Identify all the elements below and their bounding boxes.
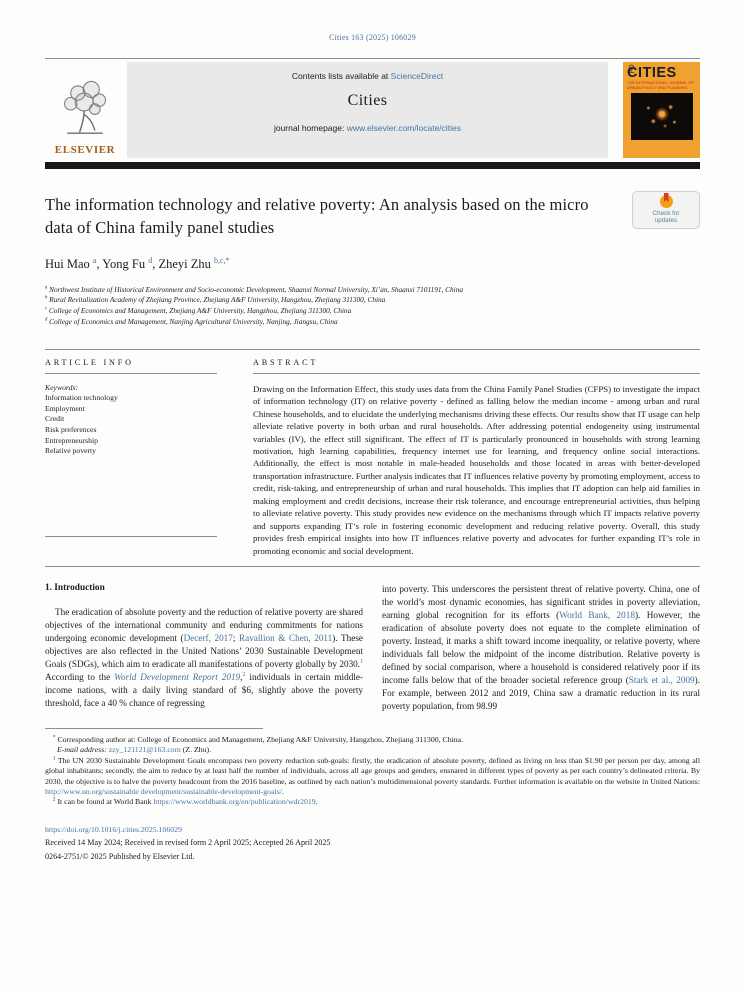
article-info-rule xyxy=(45,373,217,374)
text-segment: The eradication of absolute poverty and the reduction of relative poverty are shared objectives of the international community and enduring commitments for nations undergoing economic development ( xyxy=(45,607,363,644)
text-segment: Hui Mao xyxy=(45,256,93,271)
running-head-citation[interactable]: Cities 163 (2025) 106029 xyxy=(329,33,416,42)
keyword: Entrepreneurship xyxy=(45,435,98,445)
text-segment: College of Economics and Management, Nanjing Agricultural University, Nanjing, Jiangsu, China xyxy=(47,316,338,326)
footnote-2 xyxy=(45,797,700,807)
contents-line-text: Contents lists available at xyxy=(291,71,391,81)
text-segment: College of Economics and Management, Zhejiang A&F University, Hangzhou, Zhejiang 311300, China xyxy=(47,306,352,316)
cover-title: CITIES xyxy=(627,65,677,81)
footnote-ref[interactable]: a xyxy=(92,255,97,265)
journal-banner xyxy=(127,62,608,158)
abstract-rule xyxy=(253,373,700,374)
keyword: Credit xyxy=(45,414,65,424)
text-segment: The UN 2030 Sustainable Development Goals encompass two poverty reduction sub-goals: firstly, the eradication of absolute poverty, defined as living on less than $1.90 per person per day, among all global inhabitants; secondly, the aim to reduce by at least half the number of individuals, across all age groups and genders, ensnared in different types of poverty as per each country’s delineated criteria. By 2030, the objective is to halve the poverty headcount from the 2016 baseline, as outlined by each nation’s multidimensional poverty standards. Further information is available on the website in United Nations: xyxy=(45,755,700,786)
header-black-bar xyxy=(45,162,700,169)
text-segment: * xyxy=(53,735,56,741)
footnote-rule xyxy=(45,728,263,729)
text-segment: Rural Revitalization Academy of Zhejiang Province, Zhejiang A&F University, Hangzhou, Zhejiang 311300, China xyxy=(47,295,386,305)
text-segment: ). For example, between 2012 and 2019, China saw a dramatic reduction in its rural poverty population, from 98.99 xyxy=(382,675,700,712)
article-info-bottom-rule xyxy=(45,536,217,537)
footnote-ref[interactable]: b,c,* xyxy=(214,255,230,265)
inline-link[interactable]: Decerf, 2017 xyxy=(183,633,233,644)
footnote-1 xyxy=(45,756,700,798)
text-segment: E-mail address: xyxy=(57,745,109,755)
elsevier-logo xyxy=(45,62,125,158)
inline-link[interactable]: Stark et al., 2009 xyxy=(628,675,695,686)
homepage-line-text: journal homepage: xyxy=(273,123,347,133)
affiliation-d xyxy=(45,317,700,328)
journal-name: Cities xyxy=(347,92,388,109)
body-column-left xyxy=(45,582,363,713)
affiliation-b xyxy=(45,295,700,306)
body-column-right xyxy=(382,582,700,713)
footnotes xyxy=(45,735,700,808)
text-segment: , Zheyi Zhu xyxy=(152,256,215,271)
email-note xyxy=(45,745,700,755)
elsevier-tree-icon xyxy=(56,77,114,143)
text-segment: d xyxy=(45,317,48,323)
abstract-heading: ABSTRACT xyxy=(253,357,319,367)
info-section-bottom-rule xyxy=(45,566,700,567)
affiliations xyxy=(45,285,700,328)
article-info-column xyxy=(45,358,217,557)
inline-link[interactable]: World Bank, 2018 xyxy=(559,610,635,621)
journal-homepage-link[interactable]: www.elsevier.com/locate/cities xyxy=(346,123,462,133)
article-history: Received 14 May 2024; Received in revised form 2 April 2025; Accepted 26 April 2025 xyxy=(45,837,331,847)
keyword: Risk preferences xyxy=(45,425,97,435)
author-line xyxy=(45,257,700,272)
text-segment: It can be found at World Bank xyxy=(55,797,154,807)
inline-link[interactable]: zzy_121121@163.com xyxy=(108,745,181,755)
header-top-rule xyxy=(45,58,700,59)
text-segment: . xyxy=(315,797,318,807)
article-info-section xyxy=(45,350,700,557)
journal-cover-thumbnail xyxy=(623,62,700,158)
introduction-section xyxy=(45,582,700,713)
homepage-line xyxy=(127,123,608,133)
intro-paragraph-right xyxy=(382,583,700,713)
cover-subtitle: THE INTERNATIONAL JOURNAL OF URBAN POLICY AND PLANNING xyxy=(627,80,694,90)
text-segment: Corresponding author at: College of Economics and Management, Zhejiang A&F University, Hangzhou, Zhejiang 311300, China. xyxy=(55,735,464,745)
elsevier-wordmark: ELSEVIER xyxy=(54,144,116,156)
keyword: Employment xyxy=(45,403,85,413)
text-segment: Northwest Institute of Historical Environment and Socio-economic Development, Shaanxi Normal University, Xi’an, Shaanxi 7101191, China xyxy=(47,284,463,294)
abstract-column xyxy=(253,358,700,557)
footnote-ref[interactable]: d xyxy=(148,255,153,265)
inline-link[interactable]: https://www.worldbank.org/en/publication/wdr2019 xyxy=(153,797,316,807)
intro-paragraph-left xyxy=(45,606,363,710)
text-segment: 1 xyxy=(53,756,56,762)
first-page-footer xyxy=(45,825,700,862)
inline-link[interactable]: http://www.un.org/sustainable development/sustainable-development-goals/ xyxy=(45,787,282,797)
journal-header xyxy=(45,62,700,158)
text-segment: into poverty. This underscores the persistent threat of relative poverty. China, one of the world’s most dynamic economies, has significant strides in poverty alleviation, earning global recognition for its efforts ( xyxy=(382,584,700,621)
text-segment: c xyxy=(45,306,48,312)
doi-link[interactable]: https://doi.org/10.1016/j.cities.2025.106029 xyxy=(45,824,182,834)
text-segment: ). However, the eradication of absolute poverty does not equate to the complete elimination of poverty. Instead, it marks a shift toward income inequality, or relative poverty, where individuals fall below the midpoint of the income distribution. Relative poverty is defined by social comparison, where a household is considered relatively poor if its income falls below that of the broader societal reference group ( xyxy=(382,610,700,686)
inline-link[interactable]: World Development Report 2019 xyxy=(114,672,241,683)
keyword: Information technology xyxy=(45,393,118,403)
crossmark-icon xyxy=(660,195,673,208)
inline-link[interactable]: Ravallion & Chen, 2011 xyxy=(238,633,333,644)
section-heading-introduction: 1. Introduction xyxy=(45,583,105,594)
keywords-label: Keywords: xyxy=(45,382,79,392)
check-for-updates-label xyxy=(653,210,680,224)
footnote-ref[interactable]: 1 xyxy=(360,658,363,665)
text-segment: b xyxy=(45,295,48,301)
text-segment: 2 xyxy=(53,797,56,803)
abstract-text: Drawing on the Information Effect, this study uses data from the China Family Panel Studies (CFPS) to investigate the impact of information technology (IT) on relative poverty - defined as falling below the median income - among urban and rural Chinese households, and to elucidate the underlying mechanisms driving these effects. Our results show that IT usage can help alleviate relative poverty in both urban and rural households. After addressing potential endogeneity using instrumental variables (IV), the effect still significant. The effect of IT is particularly pronounced in households with strong learning motivation, high learning capabilities, frequency internet use for learning, and frequency online social interactions. Additionally, the effect is most notable in male-headed households and those located in areas with better-developed transportation infrastructure. Further analysis indicates that IT influences relative poverty by promoting employment, access to credit, risk-taking, and entrepreneurship of urban and rural households. This implies that IT adoption can help aid families in making employment and credit decisions, increase their risk tolerance, and encourage entrepreneurial activities, thus helping to alleviate relative poverty. This study provides new evidence on the mechanisms through which IT impacts relative poverty and supports expanding IT’s role in fostering economic development and reducing relative poverty. Overall, this study provides fresh empirical insights into how IT influences relative poverty and advocates for further expanding IT’s role in promoting economic and social development. xyxy=(253,383,700,556)
affiliation-a xyxy=(45,285,700,296)
text-segment: ). These objectives are also reflected in the United Nations’ 2030 Sustainable Development Goals (SDGs), which aim to eradicate all manifestations of poverty globally by 2030. xyxy=(45,633,363,670)
badge-text-line2: updates xyxy=(654,217,678,224)
affiliation-c xyxy=(45,306,700,317)
article-title: The information technology and relative poverty: An analysis based on the micro data of China family panel studies xyxy=(45,194,589,237)
sciencedirect-link[interactable]: ScienceDirect xyxy=(390,71,444,81)
text-segment: a xyxy=(45,285,48,291)
article-info-heading: ARTICLE INFO xyxy=(45,357,134,367)
footnote-ref[interactable]: 2 xyxy=(242,671,246,678)
contents-line xyxy=(127,71,608,81)
cover-photo xyxy=(631,93,693,140)
text-segment: , xyxy=(240,672,243,683)
corresponding-author-note xyxy=(45,735,700,745)
check-for-updates-badge[interactable] xyxy=(632,191,700,229)
text-segment: ; xyxy=(232,633,239,644)
text-segment: , Yong Fu xyxy=(96,256,149,271)
cover-elsevier-mark-icon xyxy=(627,64,636,74)
keyword: Relative poverty xyxy=(45,446,97,456)
text-segment: (Z. Zhu). xyxy=(180,745,212,755)
text-segment: According to the xyxy=(45,672,115,683)
copyright-line: 0264-2751/© 2025 Published by Elsevier Ltd. xyxy=(45,851,195,861)
text-segment: . xyxy=(281,787,284,797)
text-segment: individuals in certain middle-income nations, with a daily living standard of $6, slightly above the poverty threshold, face a 40 % chance of regressing xyxy=(45,672,363,709)
badge-text-line1: Check for xyxy=(652,210,680,217)
